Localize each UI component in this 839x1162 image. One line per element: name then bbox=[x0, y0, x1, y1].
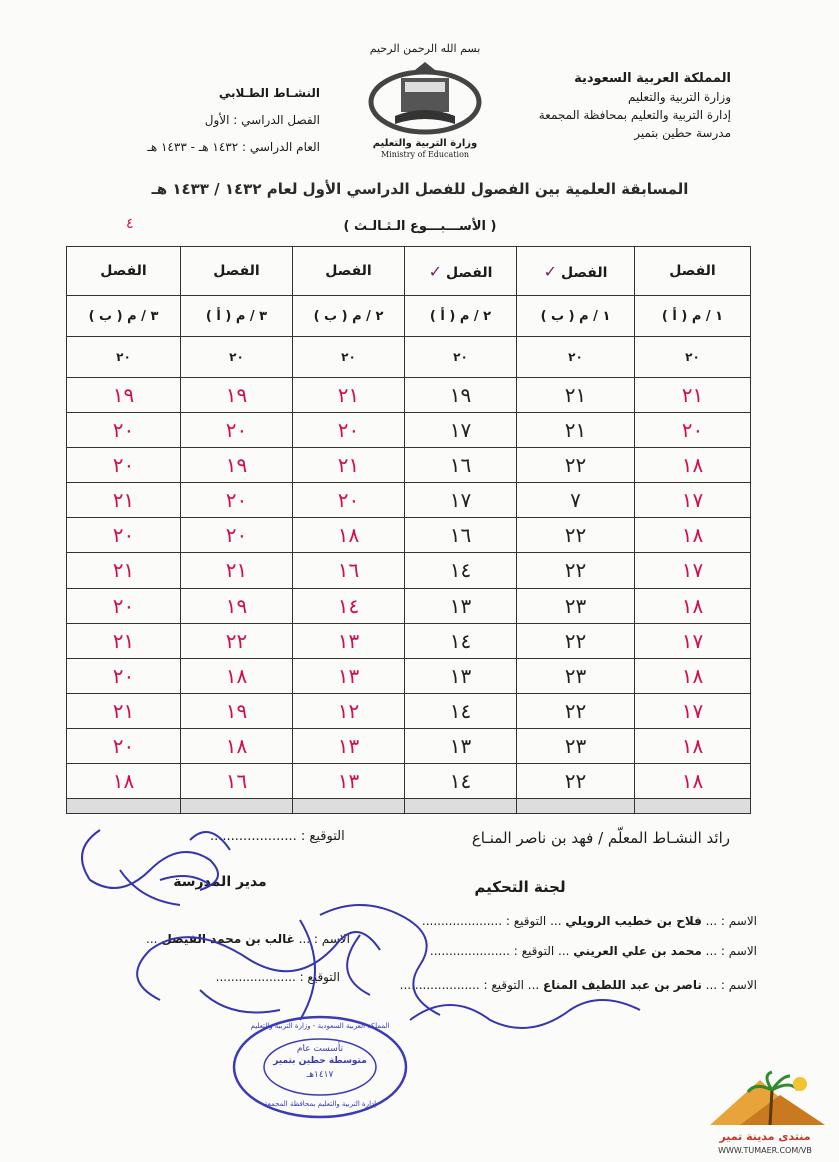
score-cell: ٢١ bbox=[67, 623, 181, 658]
class-name: ١ / م ( أ ) bbox=[635, 296, 751, 337]
col-header: الفصل✓ bbox=[405, 247, 517, 296]
stamp-line2: تأسست عام bbox=[296, 1044, 344, 1054]
score-cell: ١٨ bbox=[635, 588, 751, 623]
member-signature: ... التوقيع : ..................... bbox=[429, 944, 570, 958]
emblem-ministry-ar: وزارة التربية والتعليم bbox=[372, 138, 478, 149]
score-cell: ١٩ bbox=[181, 693, 293, 728]
score-cell: ١٤ bbox=[405, 623, 517, 658]
score-cell: ١٨ bbox=[635, 448, 751, 483]
score-cell: ٢٠ bbox=[181, 413, 293, 448]
check-icon: ✓ bbox=[543, 261, 557, 281]
class-name: ٣ / م ( ب ) bbox=[67, 296, 181, 337]
school-stamp bbox=[230, 1012, 410, 1122]
class-names-row bbox=[67, 296, 751, 337]
stamp-line4: ١٤١٧هـ bbox=[306, 1070, 334, 1080]
score-cell: ٢٢ bbox=[517, 693, 635, 728]
score-cell: ٢١ bbox=[67, 693, 181, 728]
score-cell: ٢٣ bbox=[517, 588, 635, 623]
score-cell: ٢٣ bbox=[517, 728, 635, 763]
leader-name: رائد النشـاط المعلّم / فهد بن ناصر المنـاع bbox=[471, 829, 730, 847]
score-cell: ٢٢ bbox=[517, 518, 635, 553]
max-score: ٢٠ bbox=[181, 337, 293, 378]
principal-name: غالب بن محمد الفيصل bbox=[161, 932, 295, 946]
class-name: ٣ / م ( أ ) bbox=[181, 296, 293, 337]
basmala: بسم الله الرحمن الرحيم bbox=[369, 42, 481, 55]
admin-name: إدارة التربية والتعليم بمحافظة المجمعة bbox=[538, 108, 731, 122]
score-cell: ١٦ bbox=[293, 553, 405, 588]
score-cell: ١٧ bbox=[635, 623, 751, 658]
member-label: الاسم : ... bbox=[705, 944, 757, 958]
col-header: الفصل bbox=[67, 247, 181, 296]
page-title: المسابقة العلمية بين الفصول للفصل الدراسي الأول لعام ١٤٣٢ / ١٤٣٣ هـ bbox=[151, 180, 689, 198]
committee-member bbox=[317, 978, 757, 992]
score-cell: ٢١ bbox=[293, 378, 405, 413]
score-cell: ٢٠ bbox=[67, 588, 181, 623]
score-cell: ٢٠ bbox=[181, 518, 293, 553]
country-name: المملكة العربية السعودية bbox=[574, 71, 731, 86]
class-name: ٢ / م ( ب ) bbox=[293, 296, 405, 337]
score-cell: ١٣ bbox=[405, 658, 517, 693]
member-signature: ... التوقيع : ..................... bbox=[421, 914, 562, 928]
school-name: مدرسة حطين بتمير bbox=[634, 126, 731, 140]
score-row bbox=[67, 413, 751, 448]
score-row bbox=[67, 763, 751, 798]
committee-title: لجنة التحكيم bbox=[474, 878, 566, 896]
score-cell: ١٨ bbox=[635, 518, 751, 553]
score-cell: ١٧ bbox=[635, 483, 751, 518]
score-cell: ١٦ bbox=[405, 448, 517, 483]
score-row bbox=[67, 588, 751, 623]
principal-name-tail: ... bbox=[146, 932, 158, 946]
score-cell: ١٣ bbox=[293, 658, 405, 693]
score-cell: ٢٠ bbox=[181, 483, 293, 518]
max-score: ٢٠ bbox=[405, 337, 517, 378]
score-cell: ١٢ bbox=[293, 693, 405, 728]
score-cell: ٢١ bbox=[517, 413, 635, 448]
score-cell: ٢١ bbox=[293, 448, 405, 483]
score-cell: ٢١ bbox=[635, 378, 751, 413]
score-cell: ١٣ bbox=[293, 623, 405, 658]
stamp-line5: إدارة التربية والتعليم بمحافظة المجمعة bbox=[263, 1100, 377, 1108]
score-cell: ١٤ bbox=[405, 693, 517, 728]
score-cell: ١٩ bbox=[181, 378, 293, 413]
score-row bbox=[67, 623, 751, 658]
score-cell: ٧ bbox=[517, 483, 635, 518]
score-cell: ١٩ bbox=[67, 378, 181, 413]
principal-signature: التوقيع : ..................... bbox=[215, 970, 340, 984]
header-left-block bbox=[110, 80, 320, 161]
score-row bbox=[67, 693, 751, 728]
max-score: ٢٠ bbox=[635, 337, 751, 378]
emblem-ministry-en: Ministry of Education bbox=[380, 150, 470, 159]
score-cell: ٢١ bbox=[517, 378, 635, 413]
score-cell: ٢٣ bbox=[517, 658, 635, 693]
signature-scribble-icon bbox=[60, 810, 280, 920]
score-cell: ٢١ bbox=[67, 553, 181, 588]
page-subtitle: ( الأســـبـــوع الـثـالـث ) bbox=[343, 219, 497, 234]
score-cell: ٢٠ bbox=[67, 448, 181, 483]
ministry-emblem bbox=[355, 42, 495, 160]
score-cell: ١٦ bbox=[181, 763, 293, 798]
stamp-line1: المملكة العربية السعودية - وزارة التربية والتعليم bbox=[250, 1022, 390, 1030]
score-cell: ١٨ bbox=[181, 728, 293, 763]
max-score: ٢٠ bbox=[67, 337, 181, 378]
score-cell: ٢٠ bbox=[67, 658, 181, 693]
score-cell: ٢٢ bbox=[517, 448, 635, 483]
activity-title: النشـاط الطـلابي bbox=[218, 86, 320, 100]
member-name: ناصر بن عبد اللطيف المناع bbox=[543, 978, 702, 992]
year-label: العام الدراسي : ١٤٣٢ هـ - ١٤٣٣ هـ bbox=[147, 140, 320, 154]
table-header-row bbox=[67, 247, 751, 296]
score-row bbox=[67, 658, 751, 693]
score-cell: ٢٢ bbox=[517, 623, 635, 658]
score-row bbox=[67, 728, 751, 763]
col-header: الفصل bbox=[181, 247, 293, 296]
member-label: الاسم : ... bbox=[705, 914, 757, 928]
member-name: فلاح بن خطيب الرويلي bbox=[565, 914, 702, 928]
col-header: الفصل✓ bbox=[517, 247, 635, 296]
leader-signature: التوقيع : ..................... bbox=[210, 829, 345, 844]
max-score: ٢٠ bbox=[517, 337, 635, 378]
watermark-url: WWW.TUMAER.COM/VB bbox=[718, 1146, 812, 1155]
max-score-row bbox=[67, 337, 751, 378]
score-cell: ١٣ bbox=[405, 588, 517, 623]
score-cell: ١٧ bbox=[635, 693, 751, 728]
score-cell: ١٣ bbox=[293, 763, 405, 798]
score-cell: ٢٢ bbox=[181, 623, 293, 658]
activity-leader-line bbox=[60, 829, 730, 847]
score-cell: ١٧ bbox=[405, 483, 517, 518]
score-cell: ١٨ bbox=[67, 763, 181, 798]
corner-handwritten-mark: ٤ bbox=[126, 216, 134, 232]
class-name: ١ / م ( ب ) bbox=[517, 296, 635, 337]
score-cell: ٢٠ bbox=[293, 483, 405, 518]
score-cell: ١٩ bbox=[181, 448, 293, 483]
score-row bbox=[67, 553, 751, 588]
score-row bbox=[67, 448, 751, 483]
principal-name-label: الاسم : ... bbox=[298, 932, 350, 946]
score-cell: ١٨ bbox=[181, 658, 293, 693]
score-cell: ١٣ bbox=[293, 728, 405, 763]
table-footer-strip bbox=[67, 798, 751, 813]
committee-member bbox=[317, 914, 757, 928]
stamp-line3: متوسطة حطين بتمير bbox=[273, 1056, 367, 1066]
score-cell: ١٨ bbox=[635, 658, 751, 693]
score-cell: ٢١ bbox=[181, 553, 293, 588]
score-cell: ١٦ bbox=[405, 518, 517, 553]
score-cell: ١٣ bbox=[405, 728, 517, 763]
palm-logo-icon bbox=[700, 1070, 830, 1130]
score-cell: ١٤ bbox=[405, 763, 517, 798]
member-signature: ... التوقيع : ..................... bbox=[399, 978, 540, 992]
score-row bbox=[67, 378, 751, 413]
emblem-logo-icon bbox=[365, 60, 485, 140]
principal-name-line bbox=[110, 932, 350, 946]
score-cell: ٢٠ bbox=[635, 413, 751, 448]
score-cell: ٢١ bbox=[67, 483, 181, 518]
score-cell: ٢٠ bbox=[67, 728, 181, 763]
score-cell: ١٩ bbox=[405, 378, 517, 413]
score-cell: ٢٢ bbox=[517, 553, 635, 588]
score-cell: ١٧ bbox=[405, 413, 517, 448]
forum-watermark bbox=[700, 1070, 830, 1158]
col-header: الفصل bbox=[293, 247, 405, 296]
score-cell: ١٨ bbox=[635, 763, 751, 798]
principal-title: مدير المدرسة bbox=[173, 874, 267, 890]
ministry-name: وزارة التربية والتعليم bbox=[627, 90, 731, 104]
committee-member bbox=[317, 944, 757, 958]
class-name: ٢ / م ( أ ) bbox=[405, 296, 517, 337]
score-cell: ٢٠ bbox=[67, 413, 181, 448]
member-label: الاسم : ... bbox=[705, 978, 757, 992]
header-right-block bbox=[491, 70, 731, 142]
score-cell: ٢٠ bbox=[293, 413, 405, 448]
score-cell: ١٤ bbox=[293, 588, 405, 623]
member-name: محمد بن علي العريني bbox=[573, 944, 702, 958]
score-cell: ١٨ bbox=[635, 728, 751, 763]
score-cell: ١٧ bbox=[635, 553, 751, 588]
score-cell: ١٤ bbox=[405, 553, 517, 588]
score-cell: ٢٠ bbox=[67, 518, 181, 553]
semester-label: الفصل الدراسي : الأول bbox=[204, 113, 320, 127]
scores-table bbox=[66, 246, 751, 814]
score-row bbox=[67, 483, 751, 518]
score-row bbox=[67, 518, 751, 553]
score-cell: ١٩ bbox=[181, 588, 293, 623]
score-cell: ١٨ bbox=[293, 518, 405, 553]
score-cell: ٢٢ bbox=[517, 763, 635, 798]
check-icon: ✓ bbox=[428, 261, 442, 281]
watermark-name: منتدى مدينة تمير bbox=[719, 1130, 811, 1143]
col-header: الفصل bbox=[635, 247, 751, 296]
max-score: ٢٠ bbox=[293, 337, 405, 378]
